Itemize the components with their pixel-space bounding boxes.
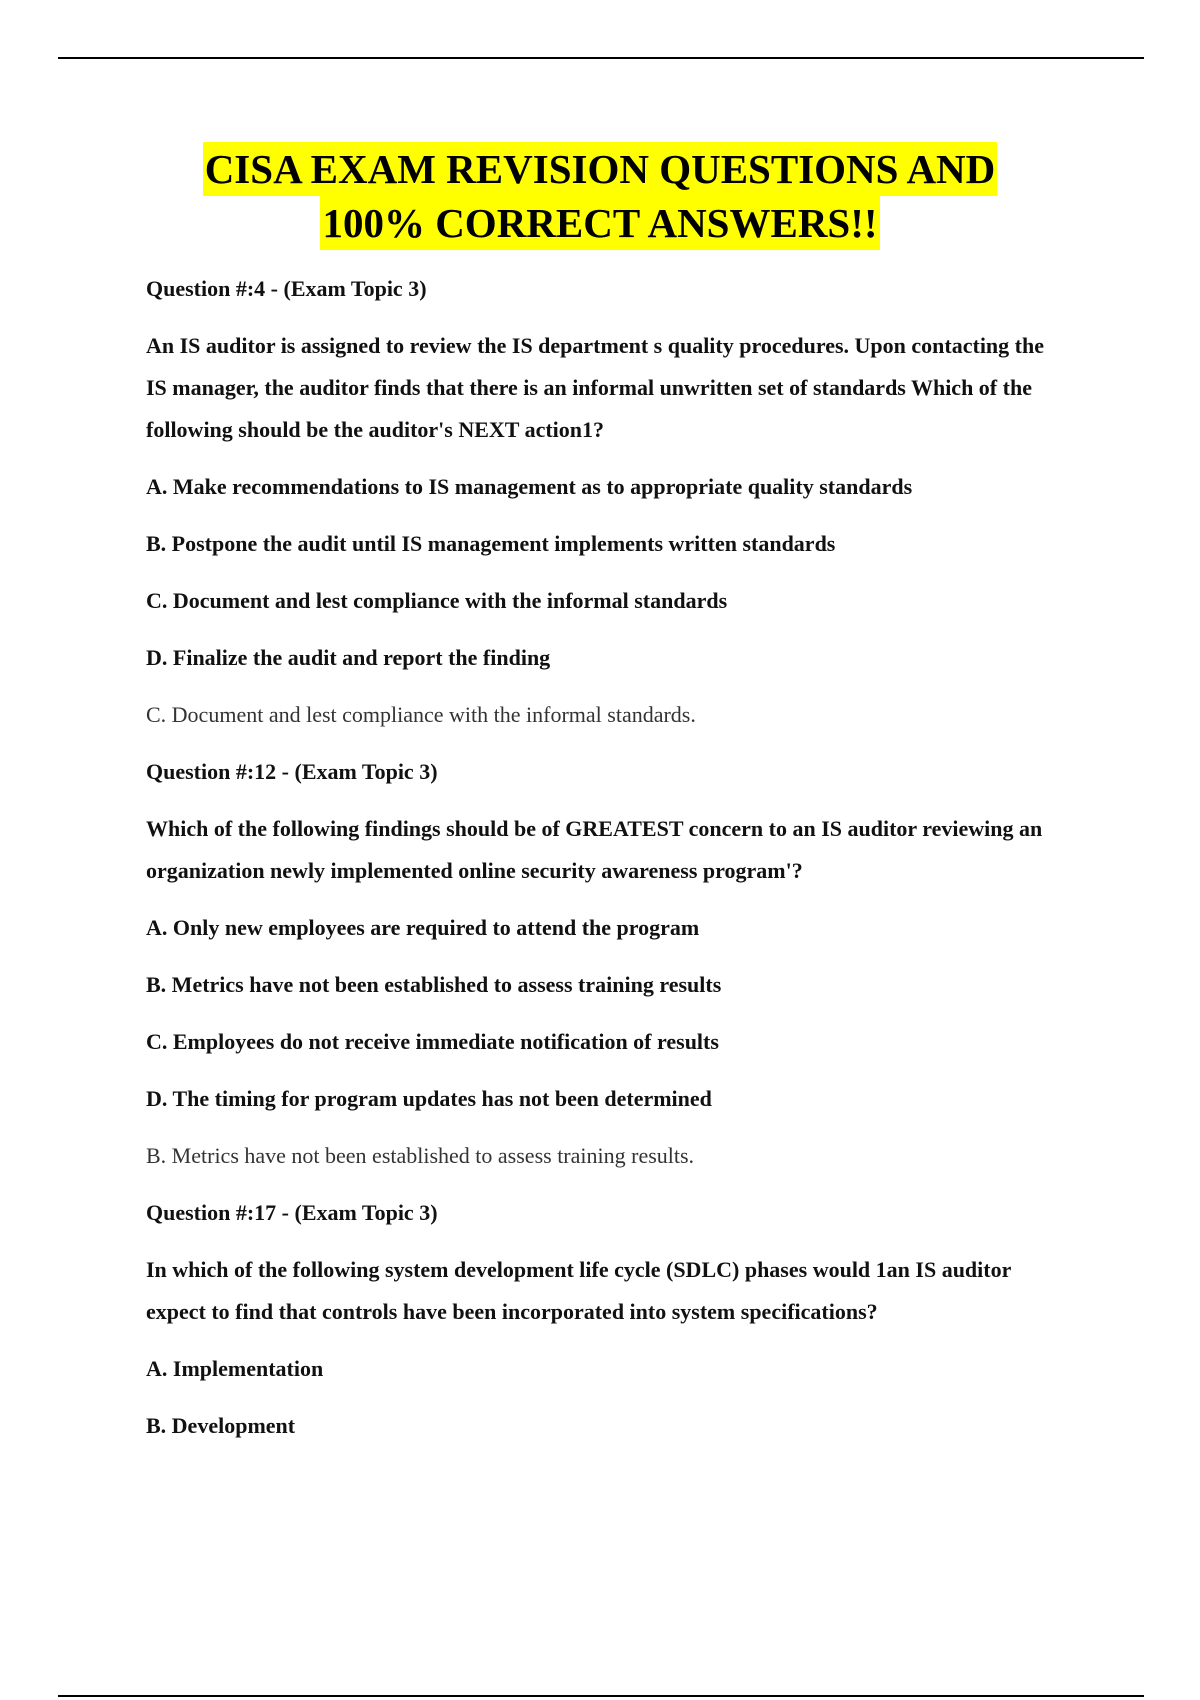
option-d: D. The timing for program updates has not been determined (146, 1086, 712, 1111)
top-rule (58, 57, 1144, 59)
document-title (0, 142, 1200, 250)
option-c: C. Document and lest compliance with the informal standards (146, 588, 728, 613)
question-header: Question #:17 - (Exam Topic 3) (146, 1200, 438, 1225)
option-c: C. Employees do not receive immediate notification of results (146, 1029, 719, 1054)
question-header: Question #:12 - (Exam Topic 3) (146, 759, 438, 784)
question-text: In which of the following system development life cycle (SDLC) phases would 1an IS auditor expect to find that controls have been incorporated into system specifications? (146, 1257, 1011, 1324)
document-body (146, 268, 1066, 1447)
question-header: Question #:4 - (Exam Topic 3) (146, 276, 427, 301)
option-d: D. Finalize the audit and report the finding (146, 645, 551, 670)
option-a: A. Make recommendations to IS management as to appropriate quality standards (146, 474, 913, 499)
answer-text: C. Document and lest compliance with the informal standards. (146, 702, 696, 727)
option-a: A. Only new employees are required to attend the program (146, 915, 700, 940)
bottom-rule (58, 1695, 1144, 1697)
option-b: B. Metrics have not been established to assess training results (146, 972, 722, 997)
answer-text: B. Metrics have not been established to assess training results. (146, 1143, 695, 1168)
question-text: Which of the following findings should be of GREATEST concern to an IS auditor reviewing an organization newly implemented online security awareness program'? (146, 816, 1043, 883)
option-b: B. Postpone the audit until IS management implements written standards (146, 531, 836, 556)
title-line-2: 100% CORRECT ANSWERS!! (320, 196, 879, 250)
question-text: An IS auditor is assigned to review the IS department s quality procedures. Upon contacting the IS manager, the auditor finds that there is an informal unwritten set of standards Which of the following should be the auditor's NEXT action1? (146, 333, 1044, 442)
title-line-1: CISA EXAM REVISION QUESTIONS AND (203, 142, 998, 196)
option-a: A. Implementation (146, 1356, 324, 1381)
option-b: B. Development (146, 1413, 296, 1438)
